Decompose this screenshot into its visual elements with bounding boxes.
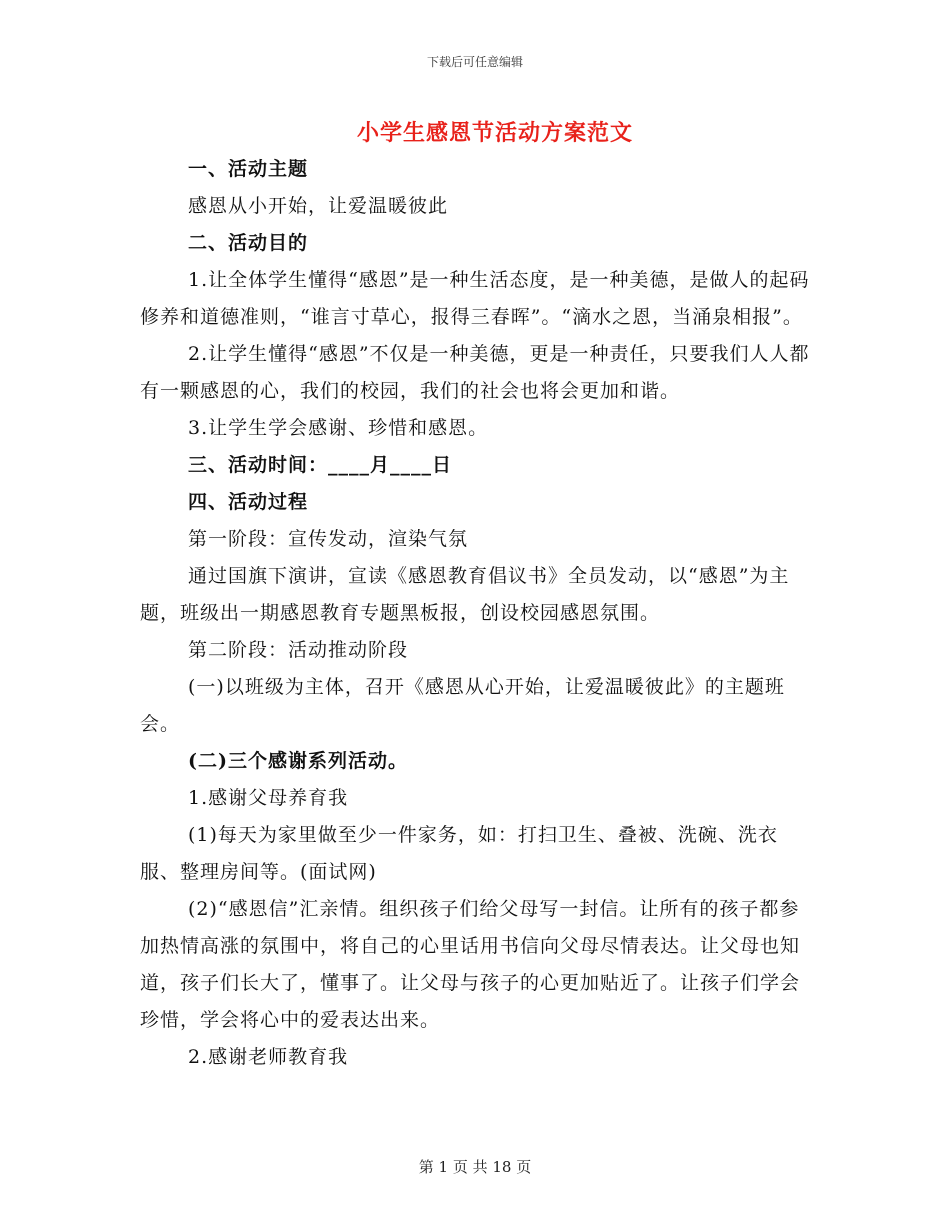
paragraph-purpose-2: 2.让学生懂得“感恩”不仅是一种美德，更是一种责任，只要我们人人都有一颗感恩的心，我们的校园，我们的社会也将会更加和谐。 <box>140 343 810 402</box>
page-number-footer: 第 1 页 共 18 页 <box>418 1158 532 1176</box>
paragraph-stage-1: 第一阶段：宣传发动，渲染气氛 <box>188 528 469 550</box>
paragraph-housework: (1)每天为家里做至少一件家务，如：打扫卫生、叠被、洗碗、洗衣服、整理房间等。(面试网) <box>140 824 778 883</box>
paragraph-purpose-1: 1.让全体学生懂得“感恩”是一种生活态度，是一种美德，是做人的起码修养和道德准则，“谁言寸草心，报得三春晖”。“滴水之恩，当涌泉相报”。 <box>140 269 810 328</box>
paragraph-purpose-3: 3.让学生学会感谢、珍惜和感恩。 <box>188 417 489 439</box>
document-body <box>140 151 810 1076</box>
section-heading-time: 三、活动时间：____月____日 <box>188 454 453 476</box>
subheading-three-thanks: (二)三个感谢系列活动。 <box>188 750 408 772</box>
paragraph-theme: 感恩从小开始，让爱温暖彼此 <box>188 195 449 217</box>
paragraph-thank-teachers: 2.感谢老师教育我 <box>188 1046 349 1068</box>
paragraph-stage-2: 第二阶段：活动推动阶段 <box>188 639 409 661</box>
paragraph-stage-1-detail: 通过国旗下演讲，宣读《感恩教育倡议书》全员发动，以“感恩”为主题，班级出一期感恩教育专题黑板报，创设校园感恩氛围。 <box>140 565 790 624</box>
section-heading-purpose: 二、活动目的 <box>188 232 309 254</box>
section-heading-process: 四、活动过程 <box>188 491 309 513</box>
header-note: 下载后可任意编辑 <box>426 55 523 69</box>
section-heading-theme: 一、活动主题 <box>188 158 309 180</box>
paragraph-thanks-letter: (2)“感恩信”汇亲情。组织孩子们给父母写一封信。让所有的孩子都参加热情高涨的氛围中，将自己的心里话用书信向父母尽情表达。让父母也知道，孩子们长大了，懂事了。让父母与孩子的心更加贴近了。让孩子们学会珍惜，学会将心中的爱表达出来。 <box>140 898 801 1031</box>
paragraph-class-meeting: (一)以班级为主体，召开《感恩从心开始，让爱温暖彼此》的主题班会。 <box>140 676 785 735</box>
document-title: 小学生感恩节活动方案范文 <box>356 120 633 146</box>
paragraph-thank-parents: 1.感谢父母养育我 <box>188 787 349 809</box>
